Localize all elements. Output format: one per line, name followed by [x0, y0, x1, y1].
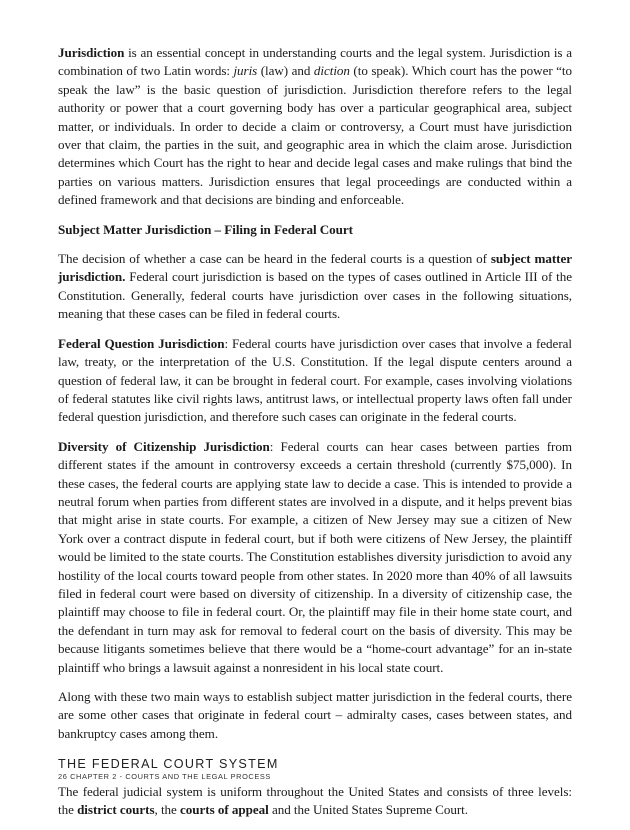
- page-footer: 26 CHAPTER 2 - COURTS AND THE LEGAL PROCESS: [58, 772, 271, 781]
- paragraph-federal-question: Federal Question Jurisdiction: Federal courts have jurisdiction over cases that involve a federal law, treaty, or the interpretation of the U.S. Constitution. If the legal dispute centers around a question of federal law, it can be brought in federal court. For example, cases involving violations of federal statutes like civil rights laws, antitrust laws, or intellectual property laws often fall under federal question jurisdiction, and therefore such cases can originate in the federal courts.: [58, 335, 572, 425]
- paragraph-subject-matter: The decision of whether a case can be heard in the federal courts is a question of subject matter jurisdiction. Federal court jurisdiction is based on the types of cases outlined in Article III of the Constitution. Generally, federal courts have jurisdiction over cases in the following situations, meaning that these cases can be filed in federal courts.: [58, 251, 572, 322]
- term-federal-question-jurisdiction: Federal Question Jurisdiction: [58, 335, 225, 351]
- latin-term-diction: diction: [313, 63, 350, 79]
- paragraph-federal-judicial-system: The federal judicial system is uniform throughout the United States and consists of three levels: the district courts, the courts of appeal and the United States Supreme Court.: [58, 783, 572, 818]
- term-subject-matter-jurisdiction: subject matter jurisdiction.: [58, 251, 572, 285]
- latin-term-juris: juris: [233, 63, 258, 79]
- page-content: [58, 44, 572, 830]
- term-courts-of-appeal: courts of appeal: [180, 802, 269, 818]
- paragraph-jurisdiction-definition: Jurisdiction is an essential concept in understanding courts and the legal system. Jurisdiction is a combination of two Latin words: juris (law) and diction (to speak). Which court has the power “to speak the law” is the basic question of jurisdiction. Jurisdiction therefore refers to the legal authority or power that a court governing body has over a particular geographical area, subject matter, or individuals. In order to decide a claim or controversy, a Court must have jurisdiction over that claim, the parties in the suit, and geographic area in which the claim arose. Jurisdiction determines which Court has the right to hear and decide legal cases and make rulings that bind the parties on various matters. Jurisdiction ensures that legal proceedings are conducted within a defined framework and that decisions are binding and enforceable.: [58, 45, 572, 208]
- term-district-courts: district courts: [77, 802, 155, 818]
- term-jurisdiction: Jurisdiction: [58, 45, 125, 60]
- paragraph-other-federal-cases: Along with these two main ways to establish subject matter jurisdiction in the federal courts, there are some other cases that originate in federal court – admiralty cases, cases between states, and bankruptcy cases among them.: [58, 689, 572, 741]
- section-title-federal-court-system: THE FEDERAL COURT SYSTEM: [58, 757, 279, 772]
- subheading-subject-matter-jurisdiction: Subject Matter Jurisdiction – Filing in Federal Court: [58, 221, 353, 237]
- paragraph-diversity-of-citizenship: Diversity of Citizenship Jurisdiction: Federal courts can hear cases between parties from different states if the amount in controversy exceeds a certain threshold (currently $75,000). In these cases, the federal courts are applying state law to decide a case. This is intended to provide a neutral forum when parties from different states are involved in a dispute, and it helps prevent bias that might arise in state courts. For example, a citizen of New Jersey may sue a citizen of New York over a contract dispute in federal court, but if both were citizens of New Jersey, the plaintiff would be limited to the state courts. The Constitution establishes diversity jurisdiction to avoid any hostility of the local courts toward people from other states. In 2020 more than 40% of all lawsuits filed in federal court were based on diversity of citizenship. In a diversity of citizenship case, the plaintiff may choose to file in federal court. Or, the plaintiff may file in their home state court, and the defendant in turn may ask for removal to federal court on the basis of diversity. This may be because litigants sometimes believe that there would be a “home-court advantage” for an in-state plaintiff who brings a lawsuit against a nonresident in his local state court.: [58, 438, 572, 675]
- term-diversity-jurisdiction: Diversity of Citizenship Jurisdiction: [58, 438, 270, 454]
